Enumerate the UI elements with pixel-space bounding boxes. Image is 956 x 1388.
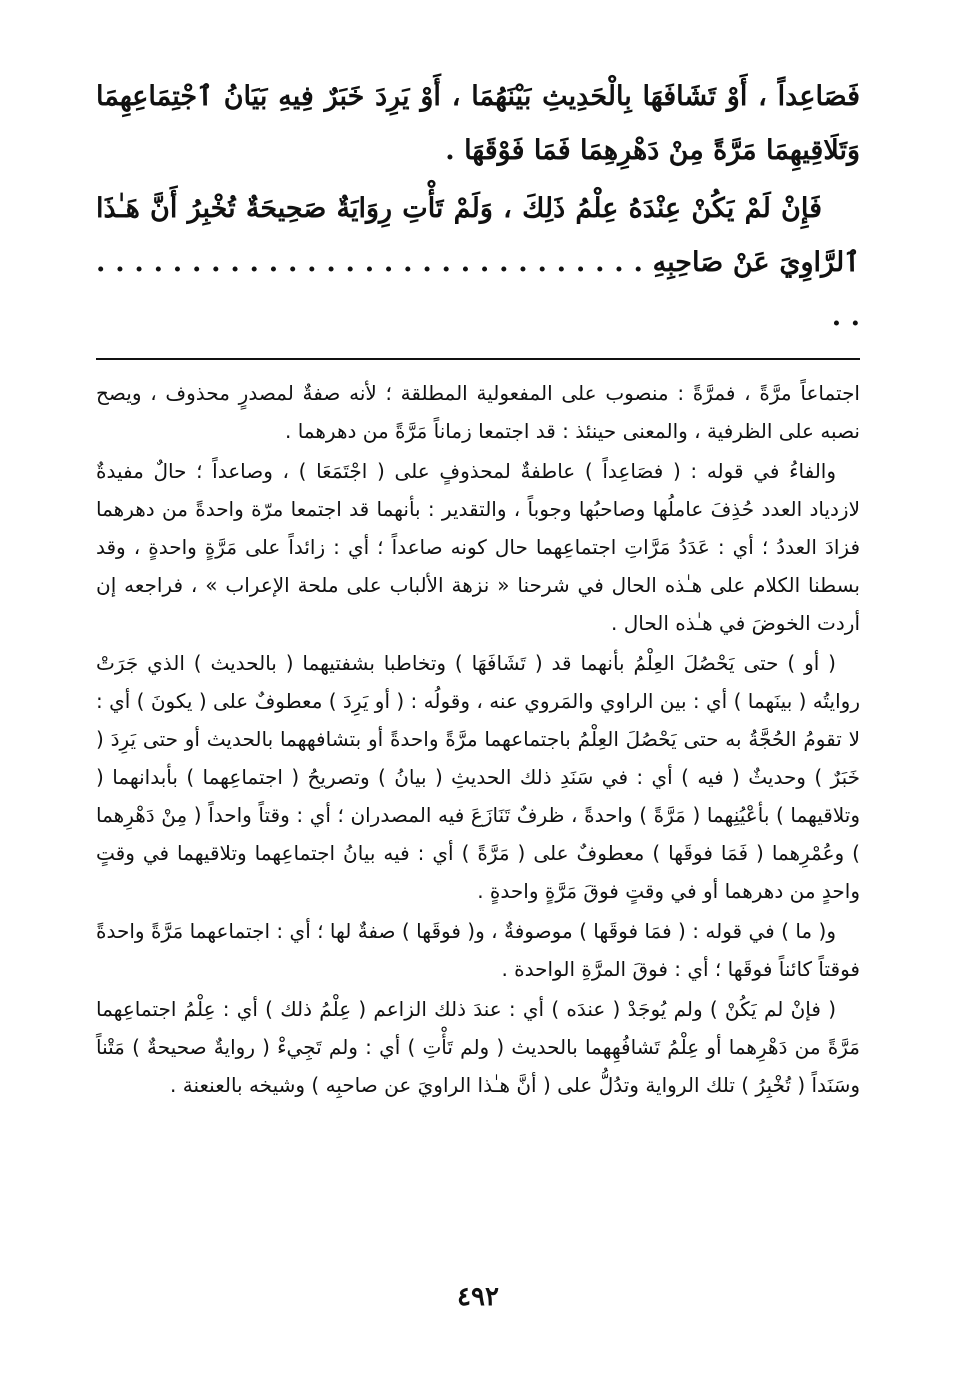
main-text [96,70,860,344]
separator-line [96,358,860,360]
commentary-paragraph-5: ( فإنْ لم يَكُنْ ) ولم يُوجَدْ ( عندَه ) أي : عندَ ذلك الزاعم ( عِلْمُ ذلك ) أي : عِلْمُ اجتماعِهما مَرَّةً من دَهْرِهما أو عِلْمُ تَشافُهِهما بالحديث ( ولم تَأْتِ ) أي : ولم تَجِيءْ ( روايةٌ صحيحةٌ ) مَتْناً وسَنَداً ( تُخْبِرُ ) تلك الرواية وتدُلُّ على ( أنَّ هـٰذا الراويَ عن صاحبِه ) وشيخه بالعنعنة . [96,997,860,1097]
commentary [96,374,860,1104]
commentary-paragraph-4: و( ما ) في قوله : ( فمَا فوقَها ) موصوفةٌ ، و( فوقَها ) صفةٌ لها ؛ أي : اجتماعهما مَرَّةً واحدةً فوقتاً كائناً فوقَها ؛ أي : فوقَ المرَّةِ الواحدة . [96,919,860,981]
commentary-paragraph-1: اجتماعاً مرَّةً ، فمرَّةً : منصوب على المفعولية المطلقة ؛ لأنه صفةٌ لمصدرٍ محذوف ، ويصح نصبه على الظرفية ، والمعنى حينئذ : قد اجتمعا زماناً مَرَّةً من دهرهما . [96,381,860,443]
page-body [96,70,860,1106]
main-text-paragraph-2: فَإِنْ لَمْ يَكُنْ عِنْدَهُ عِلْمُ ذَلِكَ ، وَلَمْ تَأْتِ رِوَايَةٌ صَحِيحَةٌ تُخْبِرُ أَنَّ هَـٰذَا ٱلرَّاوِيَ عَنْ صَاحِبِهِ . . . . . . . . . . . . . . . . . . . . . . . . . . . . . . . [96,193,860,332]
main-text-paragraph-1: فَصَاعِداً ، أَوْ تَشَافَهَا بِالْحَدِيثِ بَيْنَهُمَا ، أَوْ يَرِدَ خَبَرٌ فِيهِ بَيَانُ ٱجْتِمَاعِهِمَا وَتَلَاقِيهِمَا مَرَّةً مِنْ دَهْرِهِمَا فَمَا فَوْقَهَا . [96,81,860,166]
commentary-paragraph-2: والفاءُ في قوله : ( فصَاعِداً ) عاطفةٌ لمحذوفٍ على ( اجْتَمَعَا ) ، وصاعداً ؛ حالٌ مفيدةٌ لازدياد العدد حُذِفَ عاملُها وصاحبُها وجوباً ، والتقدير : بأنهما قد اجتمعا مرّة واحدةً من دهرهما فزادَ العددُ ؛ أي : عَدَدُ مَرَّاتِ اجتماعِهما حال كونه صاعداً ؛ أي : زائداً على مَرَّةٍ واحدةٍ ، وقد بسطنا الكلام على هـٰذه الحال في شرحنا « نزهة الألباب على ملحة الإعراب » ، فراجعه إن أردت الخوضَ في هـٰذه الحال . [96,459,860,635]
commentary-paragraph-3: ( أو ) حتى يَحْصُلَ العِلْمُ بأنهما قد ( تَشَافَهَا ) وتخاطبا بشفتيهما ( بالحديث ) الذي جَرَتْ روايتُه ( بينَهما ) أي : بين الراوي والمَروي عنه ، وقولُه : ( أو يَرِدَ ) معطوفٌ على ( يكونَ ) أي : لا تقومُ الحُجَّةُ به حتى يَحْصُلَ العِلْمُ باجتماعهما مرَّةً واحدةً أو بتشافههما بالحديث أو حتى يَرِدَ ( خَبَرٌ ) وحديثٌ ( فيه ) أي : في سَنَدِ ذلك الحديثِ ( بيانُ ) وتصريحُ ( اجتماعِهما ) بأبدانهما ( وتلاقيهما ) بأعْيُنِهما ( مَرَّةً ) واحدةً ، ظرفٌ تَنَازَعَ فيه المصدران ؛ أي : وقتاً واحداً ( مِنْ دَهْرِهما ) وعُمْرِهما ( فَمَا فوقَها ) معطوفٌ على ( مَرَّةً ) أي : فيه بيانُ اجتماعِهما وتلاقيهما في وقتٍ واحدٍ من دهرهما أو في وقتٍ فوقَ مَرَّةٍ واحدةٍ . [96,651,860,903]
page-number: ٤٩٢ [457,1282,499,1312]
